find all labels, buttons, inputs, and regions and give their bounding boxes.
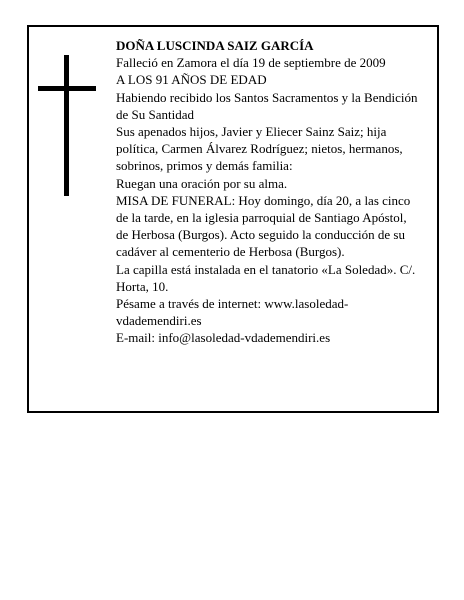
funeral-mass-line: MISA DE FUNERAL: Hoy domingo, día 20, a las cinco de la tarde, en la iglesia parroquial de Santiago Apóstol, de Herbosa (Burgos). Acto seguido la conducción de su cadáver al cementerio de Herbosa (Burgos). bbox=[116, 192, 411, 260]
family-line: Sus apenados hijos, Javier y Eliecer Sainz Saiz; hija política, Carmen Álvarez Rodríguez; nietos, hermanos, sobrinos, primos y demás familia: bbox=[116, 124, 403, 174]
sacraments-line: Habiendo recibido los Santos Sacramentos y la Bendición de Su Santidad bbox=[116, 89, 418, 122]
cross-icon bbox=[64, 55, 69, 196]
deceased-name: DOÑA LUSCINDA SAIZ GARCÍA bbox=[116, 38, 314, 53]
age-line: A LOS 91 AÑOS DE EDAD bbox=[116, 72, 267, 88]
death-date-line: Falleció en Zamora el día 19 de septiembre de 2009 bbox=[116, 55, 386, 71]
cross-icon-crossbar bbox=[38, 86, 96, 91]
email-line: E-mail: info@lasoledad-vdademendiri.es bbox=[116, 330, 331, 346]
prayer-line: Ruegan una oración por su alma. bbox=[116, 175, 288, 191]
chapel-line: La capilla está instalada en el tanatorio «La Soledad». C/. Horta, 10. bbox=[116, 261, 416, 294]
obituary-text bbox=[116, 37, 422, 347]
condolences-web-line: Pésame a través de internet: www.lasoledad-vdademendiri.es bbox=[116, 296, 349, 329]
